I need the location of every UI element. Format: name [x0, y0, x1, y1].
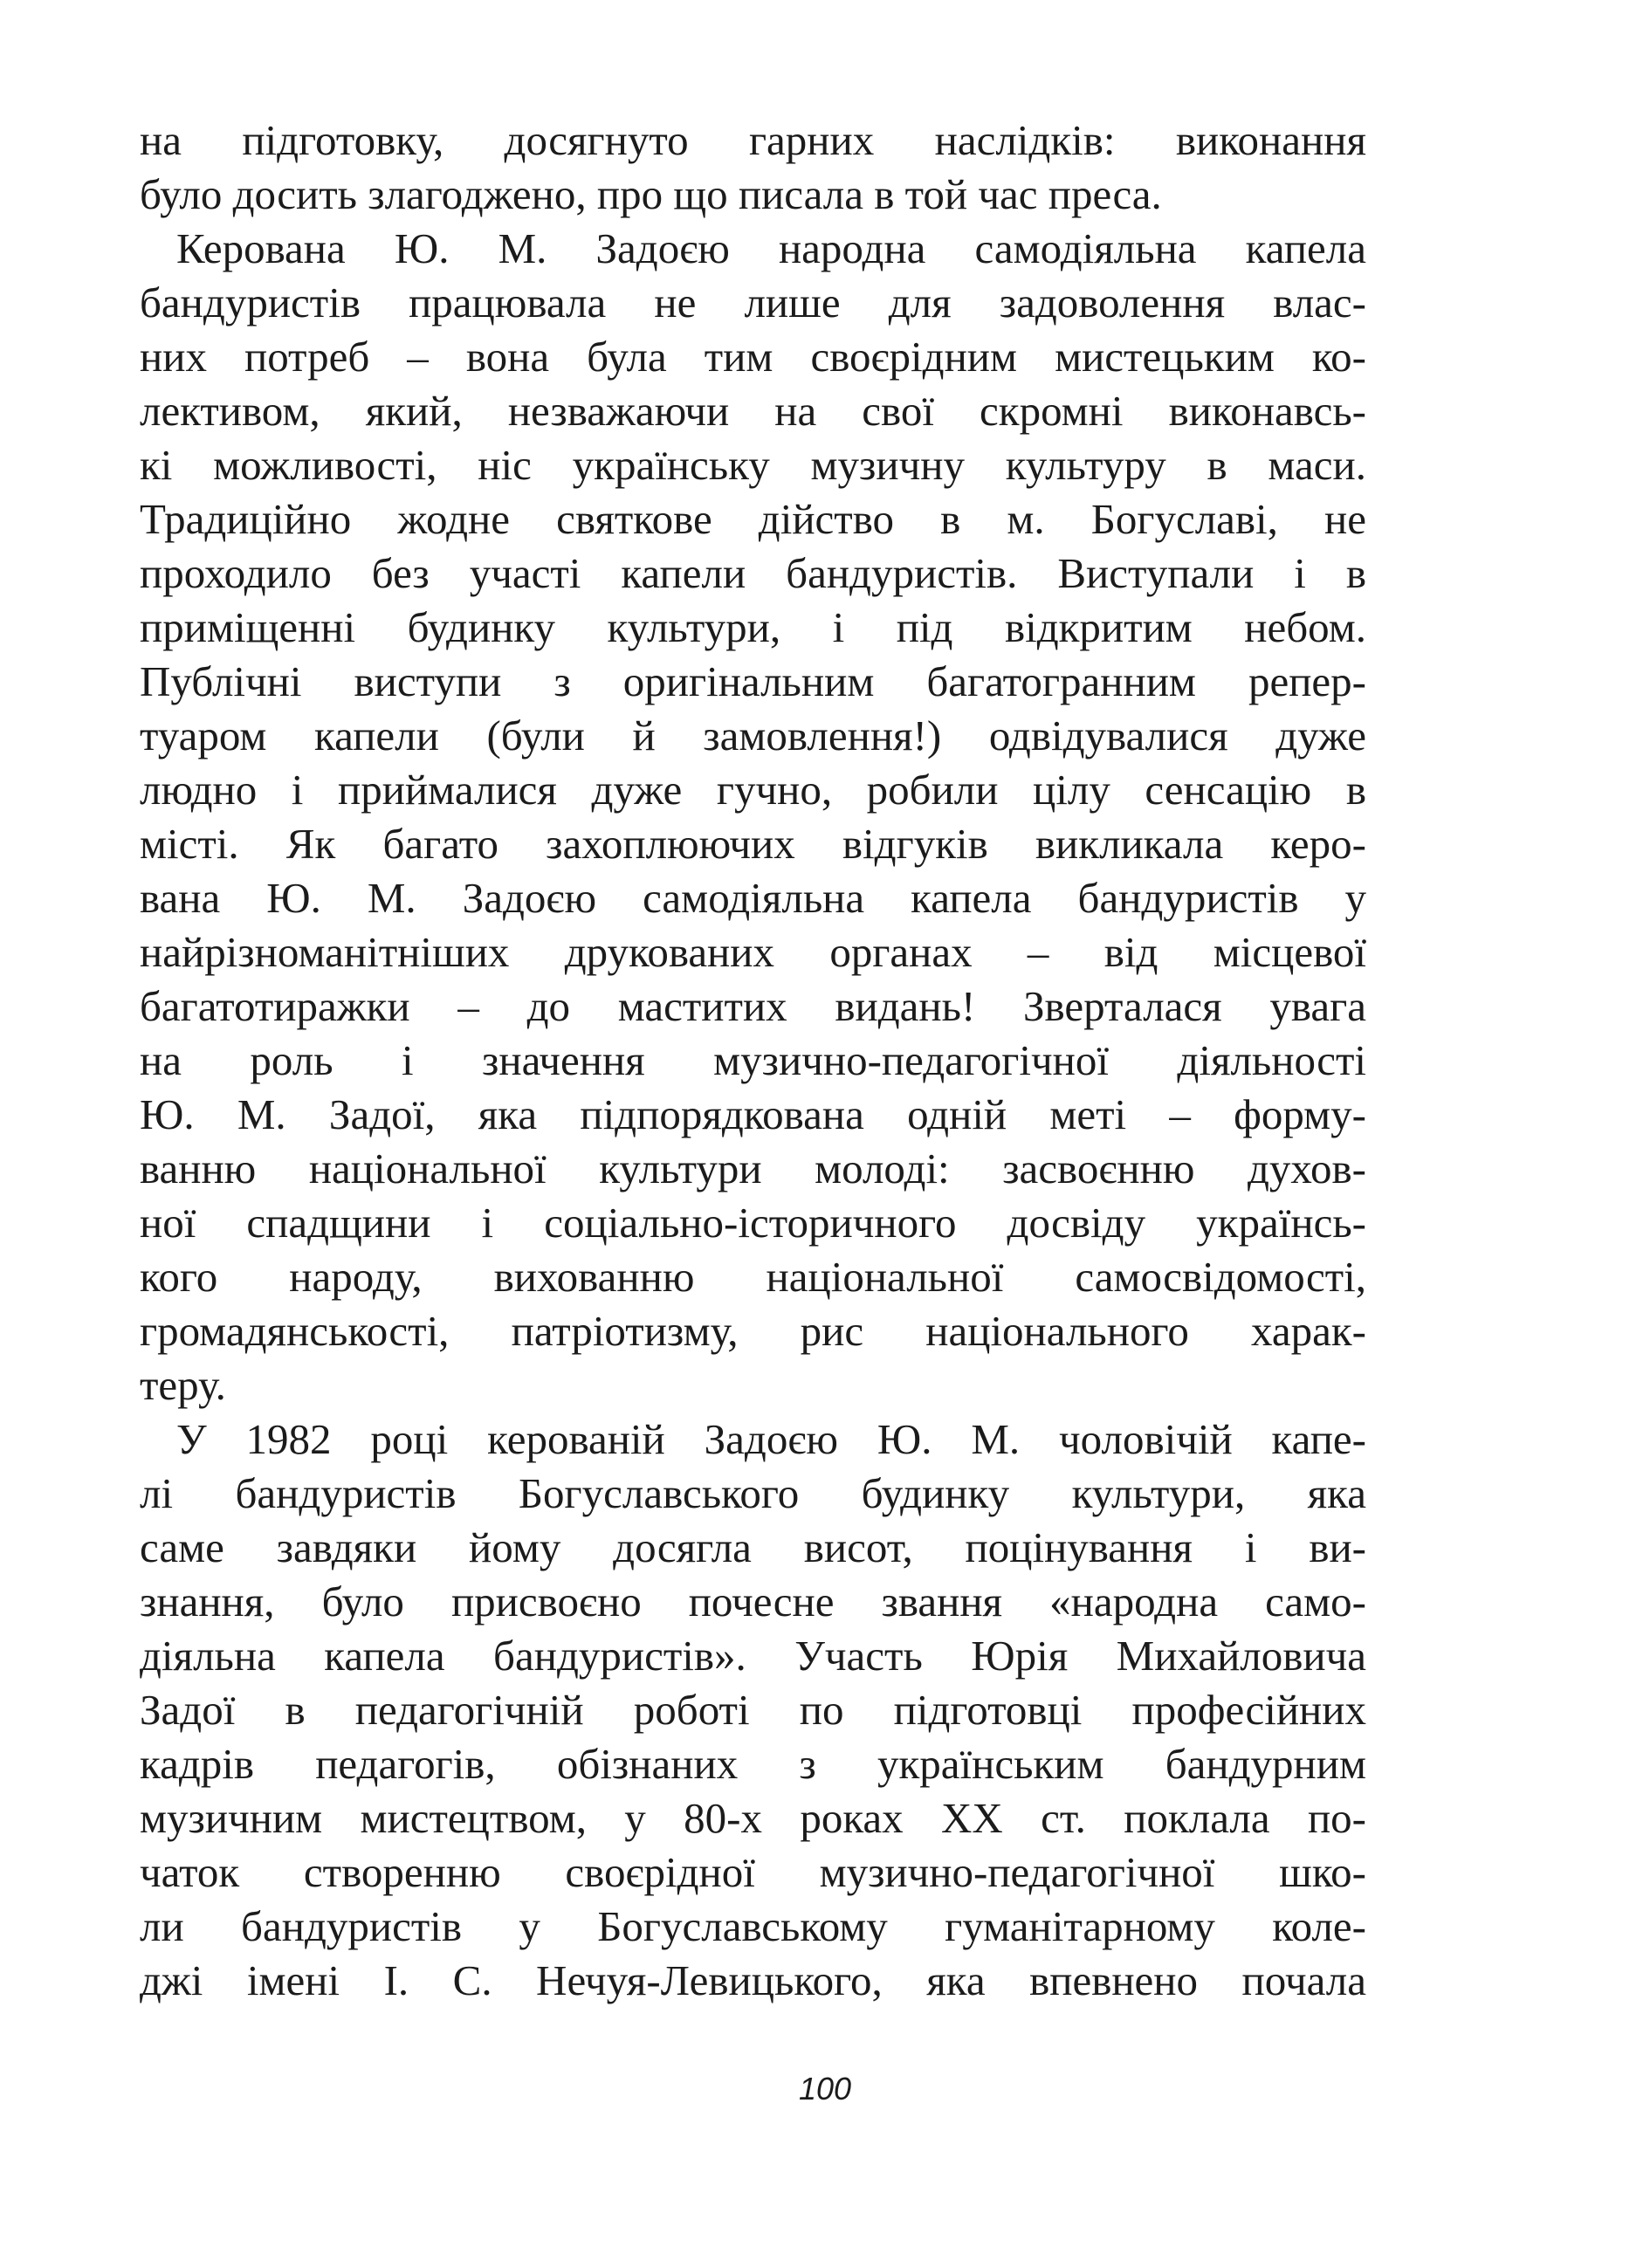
text-line: приміщенні будинку культури, і під відкритим небом.: [140, 603, 1366, 651]
text-line: бандуристів працювала не лише для задоволення влас-: [140, 278, 1366, 326]
text-line: на роль і значення музично-педагогічної діяльності: [140, 1036, 1366, 1084]
text-line: джі імені І. С. Нечуя-Левицького, яка впевнено почала: [140, 1956, 1366, 2004]
text-line: кадрів педагогів, обізнаних з українським бандурним: [140, 1740, 1366, 1788]
text-line: Публічні виступи з оригінальним багатогранним репер-: [140, 657, 1366, 705]
text-line: чаток створенню своєрідної музично-педагогічної шко-: [140, 1848, 1366, 1896]
text-line: саме завдяки йому досягла висот, поцінування і ви-: [140, 1523, 1366, 1571]
page-number: 100: [798, 2071, 852, 2106]
text-line: кі можливості, ніс українську музичну культуру в маси.: [140, 441, 1366, 489]
text-line: туаром капели (були й замовлення!) одвідувалися дуже: [140, 711, 1366, 759]
text-line: кого народу, вихованню національної самосвідомості,: [140, 1253, 1366, 1301]
text-line: ли бандуристів у Богуславському гуманітарному коле-: [140, 1902, 1366, 1950]
text-line: лективом, який, незважаючи на свої скромні виконавсь-: [140, 387, 1366, 435]
text-line: ної спадщини і соціально-історичного досвіду українсь-: [140, 1199, 1366, 1247]
text-line: проходило без участі капели бандуристів. Виступали і в: [140, 549, 1366, 597]
text-line: найрізноманітніших друкованих органах – від місцевої: [140, 928, 1366, 976]
text-line: Задої в педагогічній роботі по підготовці професійних: [140, 1686, 1366, 1734]
text-line: Керована Ю. М. Задоєю народна самодіяльна капела: [176, 224, 1366, 272]
text-line: вана Ю. М. Задоєю самодіяльна капела бандуристів у: [140, 874, 1366, 922]
text-line: ванню національної культури молоді: засвоєнню духов-: [140, 1144, 1366, 1192]
text-line: теру.: [140, 1361, 226, 1409]
text-line: У 1982 році керованій Задоєю Ю. М. чоловічій капе-: [176, 1415, 1366, 1463]
text-line: музичним мистецтвом, у 80-х роках XX ст. поклала по-: [140, 1794, 1366, 1842]
text-line: діяльна капела бандуристів». Участь Юрія Михайловича: [140, 1632, 1366, 1680]
body-text: [140, 113, 1366, 2008]
text-line: людно і приймалися дуже гучно, робили цілу сенсацію в: [140, 766, 1366, 814]
text-line: них потреб – вона була тим своєрідним мистецьким ко-: [140, 333, 1366, 381]
text-line: на підготовку, досягнуто гарних наслідків: виконання: [140, 116, 1366, 164]
text-line: Традиційно жодне святкове дійство в м. Богуславі, не: [140, 495, 1366, 543]
text-line: Ю. М. Задої, яка підпорядкована одній меті – форму-: [140, 1090, 1366, 1138]
text-line: багатотиражки – до маститих видань! Зверталася увага: [140, 982, 1366, 1030]
text-line: було досить злагоджено, про що писала в той час преса.: [140, 170, 1162, 218]
text-line: громадянськості, патріотизму, рис національного харак-: [140, 1307, 1366, 1355]
text-line: лі бандуристів Богуславського будинку культури, яка: [140, 1469, 1366, 1517]
text-line: знання, було присвоєно почесне звання «народна само-: [140, 1577, 1366, 1625]
text-line: місті. Як багато захоплюючих відгуків викликала керо-: [140, 820, 1366, 868]
